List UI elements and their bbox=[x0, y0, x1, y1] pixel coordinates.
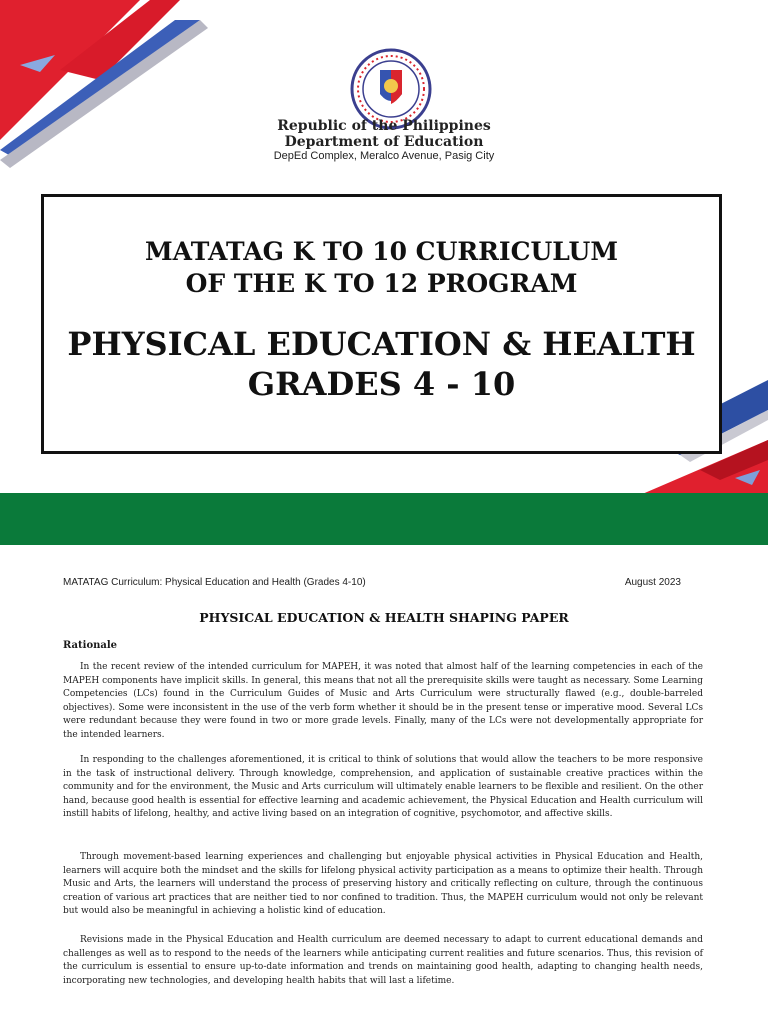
section-heading-rationale: Rationale bbox=[63, 640, 118, 651]
department-line: Department of Education bbox=[284, 134, 484, 150]
paragraph: In responding to the challenges aforementioned, it is critical to think of solutions that would allow the teachers to be more responsive in the task of instructional delivery. Through knowledge, comprehension, and application of sustainable creative practices within the community and for the environment, the Music and Arts curriculum will ultimately enable learners to be flexible and resilient. On the other hand, because good health is essential for effective learning and academic achievement, the Physical Education and Health curriculum will instill habits of lifelong, healthy, and active living based on an integration of cognitive, psychomotor, and affective skills. bbox=[63, 755, 703, 819]
title-line-2: OF THE K TO 12 PROGRAM bbox=[185, 269, 578, 298]
green-band bbox=[0, 493, 768, 545]
title-box bbox=[41, 194, 722, 454]
title-line-1: MATATAG K TO 10 CURRICULUM bbox=[145, 237, 618, 266]
paragraph: Through movement-based learning experiences and challenging but enjoyable physical activities in Physical Education and Health, learners will acquire both the mindset and the skills for lifelong physical activity participation as a means to optimize their health. Through Music and Arts, the learners will understand the process of preserving history and critically reflecting on culture, through the continuous creation of various art practices that are neither tied to nor confined to tradition. Thus, the MAPEH curriculum would not only be relevant but would also be meaningful in achieving a holistic kind of education. bbox=[63, 852, 703, 916]
running-header: MATATAG Curriculum: Physical Education and Health (Grades 4-10) bbox=[63, 577, 366, 588]
title-line-4: GRADES 4 - 10 bbox=[247, 365, 516, 403]
header-date: August 2023 bbox=[624, 577, 681, 588]
address-line: DepEd Complex, Meralco Avenue, Pasig City bbox=[273, 150, 495, 162]
title-line-3: PHYSICAL EDUCATION & HEALTH bbox=[67, 325, 696, 363]
republic-line: Republic of the Philippines bbox=[277, 118, 491, 134]
paragraph: In the recent review of the intended curriculum for MAPEH, it was noted that almost half of the learning competencies in each of the MAPEH components have implicit skills. In general, this means that not all the prerequisite skills were taught as necessary. Some Learning Competencies (LCs) found in the Curriculum Guides of Music and Arts Curriculum were structurally flawed (e.g., double-barreled objectives). Some were inconsistent in the use of the verb form whether it should be in the present tense or imperative mood. Several LCs were redundant because they were found in two or more grade levels. Finally, many of the LCs were not developmentally appropriate for the intended learners. bbox=[63, 662, 703, 740]
shaping-paper-page bbox=[0, 545, 768, 1024]
paragraph: Revisions made in the Physical Education and Health curriculum are deemed necessary to adapt to current educational demands and challenges as well as to respond to the needs of the learners while anticipating current realities and future scenarios. Thus, this revision of the curriculum is essential to ensure up-to-date information and trends on maintaining good health, adapting to changing health needs, incorporating new technologies, and developing health habits that will last a lifetime. bbox=[63, 935, 703, 986]
paper-heading: PHYSICAL EDUCATION & HEALTH SHAPING PAPER bbox=[199, 610, 569, 625]
